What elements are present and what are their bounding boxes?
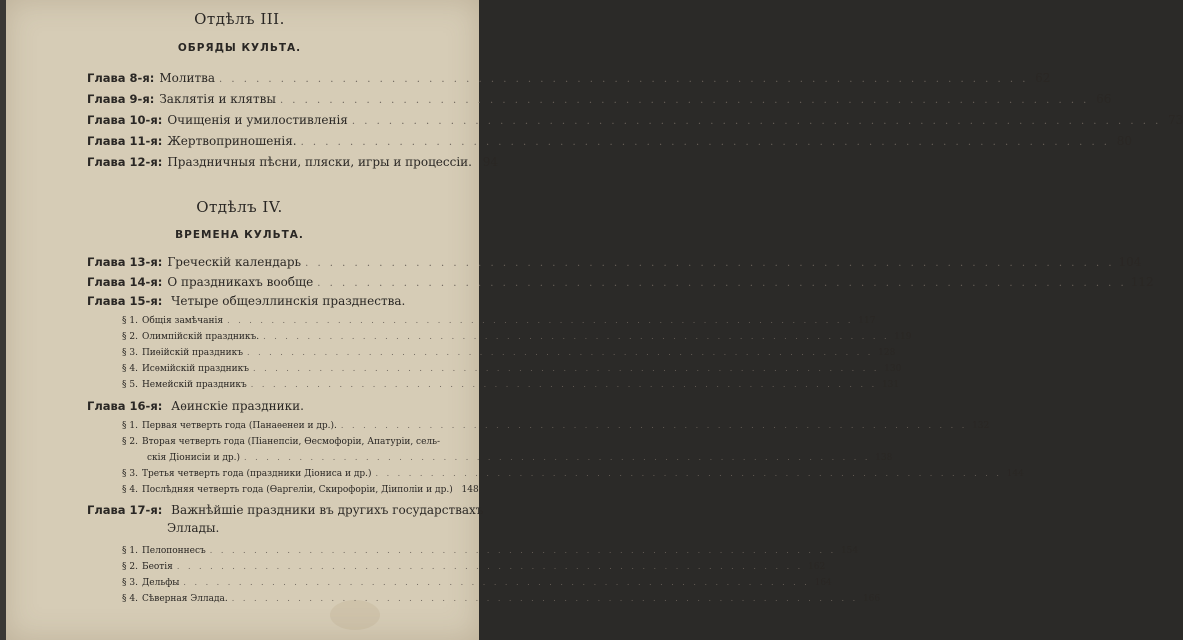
page-number: 162 [808,562,826,572]
toc-subentry [122,364,902,378]
chapter-label: Глава 10-я: [87,113,163,127]
page-number: 112 [1130,275,1154,289]
chapter-title: Четыре общеэллинскія празднества. [171,294,406,308]
chapter-label: Глава 16-я: [87,399,163,413]
page-number: 117 [858,316,876,326]
subentry-title: Вторая четверть года (Піанепсіи, Ѳесмофоріи, Апатуріи, сель- [141,437,441,447]
toc-subentry [122,437,456,451]
section-symbol: § 3. [122,578,138,588]
chapter-title: Очищенія и умилостивленія [167,113,348,127]
subentry-title: Олимпійскій праздникъ. [141,332,260,342]
page-number: 132 [972,421,990,431]
page-number: 144 [1006,469,1024,479]
leader-dots [280,95,1089,106]
toc-subentry [122,348,896,362]
section-symbol: § 2. [122,332,138,342]
leader-dots [219,74,1028,85]
chapter-label: Глава 13-я: [87,255,163,269]
section-3-subtitle: ОБРЯДЫ КУЛЬТА. [177,42,302,54]
section-symbol: § 5. [122,380,138,390]
leader-dots [232,594,858,603]
page-number: 166 [862,594,881,604]
leader-dots [210,546,836,555]
subentry-title: Общія замѣчанія [141,316,224,326]
page-number: 73 [1168,113,1183,127]
toc-entry-chapter-8 [87,71,1051,87]
toc-entry-chapter-16 [87,399,463,413]
section-symbol: § 3. [122,469,138,479]
subentry-title: Пелопоннесъ [141,546,206,556]
subentry-title: Третья четверть года (праздники Діониса и др.) [141,469,372,479]
toc-entry-chapter-11 [87,134,1132,150]
chapter-title: Жертвоприношенія. [167,134,297,148]
section-symbol: § 3. [122,348,138,358]
chapter-title: Праздничныя пѣсни, пляски, игры и процессіи. [167,155,472,169]
toc-subentry [122,485,479,499]
section-4-title: Отдѣлъ IV. [196,198,283,216]
leader-dots [301,137,1110,148]
section-symbol: § 1. [122,546,138,556]
section-3-title: Отдѣлъ III. [194,10,285,28]
leader-dots [251,380,877,389]
toc-subentry [122,421,990,435]
chapter-label: Глава 17-я: [87,503,163,517]
subentry-title: Пиѳійскій праздникъ [141,348,243,358]
toc-subentry [122,546,859,560]
chapter-label: Глава 12-я: [87,155,163,169]
section-symbol: § 2. [122,437,138,447]
page-number: 130 [884,364,902,374]
leader-dots [244,453,870,462]
toc-entry-chapter-10 [87,113,1183,129]
section-symbol: § 4. [122,485,138,495]
leader-dots [177,562,803,571]
subentry-title: Беотія [141,562,173,572]
section-symbol: § 1. [122,421,138,431]
leader-dots [352,116,1161,127]
toc-entry-chapter-9 [87,92,1112,108]
chapter-label: Глава 11-я: [87,134,163,148]
page-number: 154 [840,546,859,556]
toc-subentry-continuation [147,453,893,467]
toc-subentry [122,380,900,394]
subentry-title: Послѣдняя четверть года (Ѳаргеліи, Скирофоріи, Діиполіи и др.) [141,485,453,495]
chapter-title: Заклятія и клятвы [159,92,276,106]
subentry-title: Немейскій праздникъ [141,380,247,390]
leader-dots [253,364,879,373]
page-number: 66 [1096,92,1112,106]
toc-entry-chapter-12 [87,155,498,171]
leader-dots [317,278,1126,289]
subentry-title: Дельфы [141,578,180,588]
toc-subentry [122,332,912,346]
chapter-title: Молитва [159,71,215,85]
page-number: 138 [875,453,893,463]
chapter-label: Глава 8-я: [87,71,155,85]
leader-dots [227,316,853,325]
chapter-title: О праздникахъ вообще [167,275,314,289]
chapter-label: Глава 9-я: [87,92,155,106]
subentry-title: скія Діонисіи и др.) [147,453,241,463]
chapter-label: Глава 14-я: [87,275,163,289]
page-number: 128 [878,348,896,358]
chapter-label: Глава 15-я: [87,294,163,308]
leader-dots [247,348,873,357]
toc-subentry [122,578,832,592]
toc-entry-chapter-15 [87,294,463,308]
leader-dots [305,258,1114,269]
page-number: 80 [1116,134,1132,148]
toc-subentry [122,562,826,576]
page-number: 104 [1118,255,1142,269]
subentry-title: Сѣверная Эллада. [141,594,228,604]
toc-entry-chapter-13 [87,255,1142,271]
subentry-title: Первая четверть года (Панаѳенеи и др.). [141,421,337,431]
toc-subentry [122,316,876,330]
leader-dots [341,421,967,430]
toc-entry-chapter-14 [87,275,1154,291]
chapter-17-title-continuation: Эллады. [167,521,220,535]
leader-dots [376,469,1002,478]
section-symbol: § 1. [122,316,138,326]
toc-subentry [122,594,881,608]
toc-subentry [122,469,1024,483]
leader-dots [183,578,809,587]
page-number: 148 [461,485,479,495]
section-symbol: § 4. [122,364,138,374]
page-number: 94 [482,155,498,169]
chapter-title: Важнѣйшіе праздники въ другихъ государствахъ [171,503,484,517]
toc-entry-chapter-17 [87,503,484,517]
page-number: 62 [1035,71,1051,85]
leader-dots [263,332,889,341]
section-symbol: § 4. [122,594,138,604]
subentry-title: Исѳмійскій праздникъ [141,364,250,374]
chapter-title: Аѳинскіе праздники. [171,399,304,413]
section-4-subtitle: ВРЕМЕНА КУЛЬТА. [175,229,304,241]
page-number: 131 [881,380,900,390]
section-symbol: § 2. [122,562,138,572]
page-number: 164 [814,578,832,588]
page-number: 119 [894,332,912,342]
chapter-title: Греческій календарь [167,255,302,269]
